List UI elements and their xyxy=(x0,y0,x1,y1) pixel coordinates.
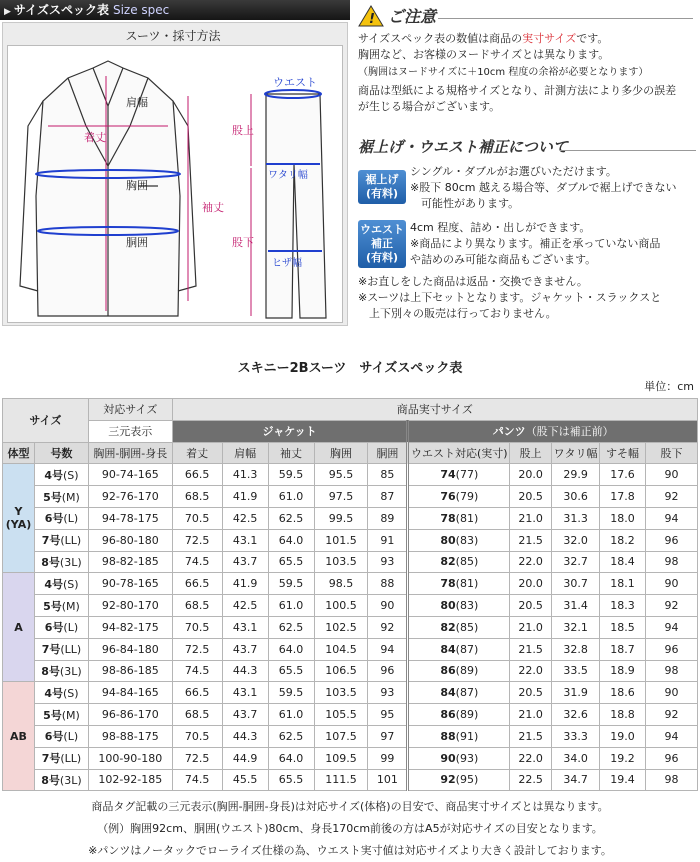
header-matagami: 股上 xyxy=(510,442,552,464)
header-jissun: 商品実寸サイズ xyxy=(172,399,697,421)
jacket-cell: 70.5 xyxy=(172,616,222,638)
jacket-cell: 94 xyxy=(368,638,408,660)
pants-cell: 19.4 xyxy=(600,769,646,791)
waist-cell: 92(95) xyxy=(408,769,510,791)
pants-cell: 21.5 xyxy=(510,529,552,551)
diagram-title: スーツ・採寸方法 xyxy=(125,29,221,43)
jacket-cell: 66.5 xyxy=(172,464,222,486)
jacket-cell: 95.5 xyxy=(314,464,368,486)
jacket-cell: 96 xyxy=(368,660,408,682)
hem-badge: 裾上げ (有料) xyxy=(358,170,406,204)
jacket-cell: 97.5 xyxy=(314,486,368,508)
label-matagami: 股上 xyxy=(232,124,254,137)
gosu-cell: 7号(LL) xyxy=(34,747,88,769)
jacket-cell: 100.5 xyxy=(314,595,368,617)
notice-divider xyxy=(438,18,693,19)
waist-cell: 86(89) xyxy=(408,660,510,682)
table-row xyxy=(3,747,698,769)
jacket-cell: 59.5 xyxy=(268,464,314,486)
gosu-cell: 4号(S) xyxy=(34,682,88,704)
gosu-cell: 6号(L) xyxy=(34,725,88,747)
pants-cell: 92 xyxy=(646,595,698,617)
jacket-cell: 68.5 xyxy=(172,595,222,617)
header-title-en: Size spec xyxy=(112,3,170,17)
gosu-cell: 7号(LL) xyxy=(34,638,88,660)
jacket-cell: 44.3 xyxy=(222,660,268,682)
header-katahaba: 肩幅 xyxy=(222,442,268,464)
jacket-cell: 65.5 xyxy=(268,551,314,573)
header-doi: 胴囲 xyxy=(368,442,408,464)
jacket-cell: 43.1 xyxy=(222,529,268,551)
header-taio: 対応サイズ xyxy=(88,399,172,421)
jacket-cell: 98.5 xyxy=(314,573,368,595)
header-size: サイズ xyxy=(3,399,89,443)
label-kitake: 着丈 xyxy=(84,131,106,144)
jacket-cell: 89 xyxy=(368,507,408,529)
header-kyoi: 胸囲 xyxy=(314,442,368,464)
waist-cell: 80(83) xyxy=(408,595,510,617)
jacket-cell: 101 xyxy=(368,769,408,791)
waist-cell: 84(87) xyxy=(408,638,510,660)
pants-cell: 18.8 xyxy=(600,704,646,726)
hem-divider xyxy=(560,150,696,151)
sangen-cell: 90-78-165 xyxy=(88,573,172,595)
pants-cell: 21.0 xyxy=(510,704,552,726)
waist-cell: 84(87) xyxy=(408,682,510,704)
pants-cell: 21.5 xyxy=(510,725,552,747)
jacket-cell: 61.0 xyxy=(268,704,314,726)
jacket-cell: 59.5 xyxy=(268,573,314,595)
pants-cell: 92 xyxy=(646,486,698,508)
jacket-cell: 45.5 xyxy=(222,769,268,791)
pants-cell: 33.5 xyxy=(552,660,600,682)
label-munei: 胸囲 xyxy=(126,179,148,192)
waist-cell: 82(85) xyxy=(408,616,510,638)
waist-cell: 76(79) xyxy=(408,486,510,508)
jacket-cell: 41.9 xyxy=(222,486,268,508)
pants-cell: 34.7 xyxy=(552,769,600,791)
pants-cell: 90 xyxy=(646,573,698,595)
header-sangen: 三元表示 xyxy=(88,420,172,442)
jacket-cell: 91 xyxy=(368,529,408,551)
jacket-cell: 104.5 xyxy=(314,638,368,660)
jacket-cell: 41.9 xyxy=(222,573,268,595)
gosu-cell: 7号(LL) xyxy=(34,529,88,551)
jacket-cell: 72.5 xyxy=(172,747,222,769)
gosu-cell: 5号(M) xyxy=(34,486,88,508)
measurement-diagram xyxy=(2,22,348,326)
table-row xyxy=(3,725,698,747)
gosu-cell: 8号(3L) xyxy=(34,769,88,791)
jacket-cell: 109.5 xyxy=(314,747,368,769)
notice-line-5: が生じる場合がございます。 xyxy=(358,100,501,113)
sangen-cell: 98-86-185 xyxy=(88,660,172,682)
pants-cell: 94 xyxy=(646,725,698,747)
jacket-cell: 92 xyxy=(368,616,408,638)
pants-cell: 20.5 xyxy=(510,682,552,704)
pants-cell: 18.0 xyxy=(600,507,646,529)
pants-cell: 18.5 xyxy=(600,616,646,638)
waist-cell: 78(81) xyxy=(408,507,510,529)
pants-cell: 32.6 xyxy=(552,704,600,726)
notice-title xyxy=(358,4,698,27)
jacket-cell: 43.7 xyxy=(222,551,268,573)
pants-cell: 96 xyxy=(646,747,698,769)
gosu-cell: 4号(S) xyxy=(34,464,88,486)
jacket-cell: 44.9 xyxy=(222,747,268,769)
jacket-cell: 107.5 xyxy=(314,725,368,747)
body-type-cell: Y (YA) xyxy=(3,464,35,573)
header-taikei: 体型 xyxy=(3,442,35,464)
jacket-cell: 90 xyxy=(368,595,408,617)
gosu-cell: 5号(M) xyxy=(34,704,88,726)
jacket-cell: 99.5 xyxy=(314,507,368,529)
pants-cell: 18.7 xyxy=(600,638,646,660)
jacket-cell: 106.5 xyxy=(314,660,368,682)
jacket-cell: 74.5 xyxy=(172,769,222,791)
table-row xyxy=(3,616,698,638)
jacket-cell: 72.5 xyxy=(172,529,222,551)
jacket-cell: 65.5 xyxy=(268,660,314,682)
jacket-cell: 103.5 xyxy=(314,551,368,573)
jacket-cell: 95 xyxy=(368,704,408,726)
jacket-cell: 101.5 xyxy=(314,529,368,551)
pants-cell: 22.0 xyxy=(510,660,552,682)
jacket-cell: 42.5 xyxy=(222,507,268,529)
jacket-cell: 70.5 xyxy=(172,725,222,747)
pants-cell: 98 xyxy=(646,660,698,682)
label-yukitake: 袖丈 xyxy=(202,201,224,214)
pants-cell: 98 xyxy=(646,551,698,573)
label-hiza: ヒザ幅 xyxy=(272,258,302,269)
table-row xyxy=(3,704,698,726)
label-katahaba: 肩幅 xyxy=(126,96,148,109)
jacket-cell: 66.5 xyxy=(172,573,222,595)
header-mmk: 胸囲-胴囲-身長 xyxy=(88,442,172,464)
pants-cell: 94 xyxy=(646,507,698,529)
header-kitake: 着丈 xyxy=(172,442,222,464)
pants-cell: 22.0 xyxy=(510,551,552,573)
pants-cell: 21.5 xyxy=(510,638,552,660)
table-row xyxy=(3,551,698,573)
body-type-cell: A xyxy=(3,573,35,682)
header-title-jp: サイズスペック表 xyxy=(13,3,109,17)
notice-line-3: （胸囲はヌードサイズに＋10cm 程度の余裕が必要となります） xyxy=(358,67,649,78)
svg-text:!: ! xyxy=(369,11,375,27)
sangen-cell: 92-76-170 xyxy=(88,486,172,508)
sangen-cell: 92-80-170 xyxy=(88,595,172,617)
sangen-cell: 96-84-180 xyxy=(88,638,172,660)
sangen-cell: 94-78-175 xyxy=(88,507,172,529)
sangen-cell: 100-90-180 xyxy=(88,747,172,769)
pants-cell: 96 xyxy=(646,638,698,660)
jacket-cell: 61.0 xyxy=(268,486,314,508)
jacket-cell: 103.5 xyxy=(314,682,368,704)
table-row xyxy=(3,529,698,551)
header-sodetake: 袖丈 xyxy=(268,442,314,464)
jacket-cell: 43.1 xyxy=(222,616,268,638)
waist-cell: 80(83) xyxy=(408,529,510,551)
pants-cell: 33.3 xyxy=(552,725,600,747)
jacket-cell: 61.0 xyxy=(268,595,314,617)
suit-diagram-svg xyxy=(8,46,344,324)
jacket-cell: 43.1 xyxy=(222,682,268,704)
header-watari: ワタリ幅 xyxy=(552,442,600,464)
pants-cell: 18.9 xyxy=(600,660,646,682)
jacket-cell: 102.5 xyxy=(314,616,368,638)
jacket-cell: 70.5 xyxy=(172,507,222,529)
sangen-cell: 96-86-170 xyxy=(88,704,172,726)
sangen-cell: 102-92-185 xyxy=(88,769,172,791)
jacket-cell: 59.5 xyxy=(268,682,314,704)
pants-cell: 18.3 xyxy=(600,595,646,617)
waist-cell: 78(81) xyxy=(408,573,510,595)
sangen-cell: 96-80-180 xyxy=(88,529,172,551)
pants-cell: 21.0 xyxy=(510,507,552,529)
waist-badge: ウエスト 補正 (有料) xyxy=(358,220,406,268)
footnote-2: （例）胸囲92cm、胴囲(ウエスト)80cm、身長170cm前後の方はA5が対応サイズの目安となります。 xyxy=(97,822,603,835)
table-row xyxy=(3,573,698,595)
jacket-cell: 97 xyxy=(368,725,408,747)
pants-cell: 94 xyxy=(646,616,698,638)
waist-cell: 82(85) xyxy=(408,551,510,573)
footnote-3: ※パンツはノータックでローライズ仕様の為、ウエスト実寸値は対応サイズより大きく設計しております。 xyxy=(88,844,612,857)
pants-cell: 30.6 xyxy=(552,486,600,508)
label-doi: 胴囲 xyxy=(126,236,148,249)
table-row xyxy=(3,595,698,617)
jacket-cell: 68.5 xyxy=(172,704,222,726)
gosu-cell: 8号(3L) xyxy=(34,660,88,682)
pants-cell: 98 xyxy=(646,769,698,791)
jacket-cell: 93 xyxy=(368,551,408,573)
pants-cell: 19.2 xyxy=(600,747,646,769)
waist-cell: 90(93) xyxy=(408,747,510,769)
jacket-cell: 68.5 xyxy=(172,486,222,508)
notice-line-1: サイズスペック表の数値は商品の実寸サイズです。 xyxy=(358,32,609,45)
jacket-cell: 111.5 xyxy=(314,769,368,791)
pants-cell: 20.0 xyxy=(510,573,552,595)
waist-cell: 86(89) xyxy=(408,704,510,726)
jacket-cell: 44.3 xyxy=(222,725,268,747)
pants-cell: 90 xyxy=(646,682,698,704)
pants-cell: 32.0 xyxy=(552,529,600,551)
jacket-cell: 42.5 xyxy=(222,595,268,617)
pants-cell: 32.7 xyxy=(552,551,600,573)
pants-cell: 18.4 xyxy=(600,551,646,573)
jacket-cell: 85 xyxy=(368,464,408,486)
notice-section xyxy=(358,4,698,115)
pants-cell: 34.0 xyxy=(552,747,600,769)
pants-cell: 96 xyxy=(646,529,698,551)
jacket-illustration xyxy=(20,61,196,316)
footnote-1: 商品タグ記載の三元表示(胸囲-胴囲-身長)は対応サイズ(体格)の目安で、商品実寸サイズとは異なります。 xyxy=(91,800,609,813)
pants-cell: 90 xyxy=(646,464,698,486)
body-type-cell: AB xyxy=(3,682,35,791)
label-matashita: 股下 xyxy=(232,236,254,249)
jacket-cell: 64.0 xyxy=(268,747,314,769)
table-row xyxy=(3,486,698,508)
pants-cell: 20.5 xyxy=(510,595,552,617)
pants-cell: 32.1 xyxy=(552,616,600,638)
jacket-cell: 88 xyxy=(368,573,408,595)
header-matashita: 股下 xyxy=(646,442,698,464)
jacket-cell: 74.5 xyxy=(172,551,222,573)
pants-cell: 31.4 xyxy=(552,595,600,617)
pants-cell: 20.0 xyxy=(510,464,552,486)
table-row xyxy=(3,769,698,791)
alteration-notes: ※お直しをした商品は返品・交換できません。 ※スーツは上下セットとなります。ジャケット・スラックスと 上下別々の販売は行っておりません。 xyxy=(358,275,662,320)
pants-cell: 31.3 xyxy=(552,507,600,529)
pants-cell: 18.2 xyxy=(600,529,646,551)
jacket-cell: 41.3 xyxy=(222,464,268,486)
diagram-canvas xyxy=(7,45,343,323)
size-spec-table xyxy=(2,398,698,791)
notice-line-4: 商品は型紙による規格サイズとなり、計測方法により多少の誤差 xyxy=(358,84,677,97)
pants-cell: 92 xyxy=(646,704,698,726)
table-row xyxy=(3,682,698,704)
pants-illustration xyxy=(266,94,326,318)
triangle-icon: ▶ xyxy=(4,7,11,17)
jacket-cell: 62.5 xyxy=(268,616,314,638)
hem-title: 裾上げ・ウエスト補正について xyxy=(358,138,568,156)
table-title: スキニー2Bスーツ サイズスペック表 xyxy=(237,361,463,376)
jacket-cell: 87 xyxy=(368,486,408,508)
pants-cell: 19.0 xyxy=(600,725,646,747)
header-gosu: 号数 xyxy=(34,442,88,464)
jacket-cell: 93 xyxy=(368,682,408,704)
waist-cell: 74(77) xyxy=(408,464,510,486)
pants-cell: 31.9 xyxy=(552,682,600,704)
jacket-cell: 99 xyxy=(368,747,408,769)
gosu-cell: 6号(L) xyxy=(34,507,88,529)
sangen-cell: 98-88-175 xyxy=(88,725,172,747)
unit-label: 単位：cm xyxy=(644,380,694,393)
table-row xyxy=(3,638,698,660)
jacket-cell: 43.7 xyxy=(222,704,268,726)
sangen-cell: 90-74-165 xyxy=(88,464,172,486)
gosu-cell: 5号(M) xyxy=(34,595,88,617)
jacket-cell: 105.5 xyxy=(314,704,368,726)
gosu-cell: 8号(3L) xyxy=(34,551,88,573)
warning-icon xyxy=(358,5,384,27)
pants-cell: 17.6 xyxy=(600,464,646,486)
jacket-cell: 62.5 xyxy=(268,725,314,747)
sangen-cell: 94-84-165 xyxy=(88,682,172,704)
jacket-cell: 72.5 xyxy=(172,638,222,660)
pants-cell: 21.0 xyxy=(510,616,552,638)
waist-text: 4cm 程度、詰め・出しができます。 ※商品により異なります。補正を承っていない商品 や詰めのみ可能な商品もございます。 xyxy=(410,221,661,266)
jacket-cell: 43.7 xyxy=(222,638,268,660)
sangen-cell: 98-82-185 xyxy=(88,551,172,573)
jacket-cell: 65.5 xyxy=(268,769,314,791)
pants-cell: 18.6 xyxy=(600,682,646,704)
header-pants: パンツ（股下は補正前） xyxy=(408,420,698,442)
jacket-cell: 74.5 xyxy=(172,660,222,682)
pants-cell: 29.9 xyxy=(552,464,600,486)
pants-cell: 32.8 xyxy=(552,638,600,660)
header-susohaba: すそ幅 xyxy=(600,442,646,464)
sangen-cell: 94-82-175 xyxy=(88,616,172,638)
pants-cell: 22.0 xyxy=(510,747,552,769)
pants-cell: 20.5 xyxy=(510,486,552,508)
jacket-cell: 64.0 xyxy=(268,638,314,660)
notice-line-2: 胸囲など、お客様のヌードサイズとは異なります。 xyxy=(358,48,610,61)
table-row xyxy=(3,507,698,529)
pants-cell: 17.8 xyxy=(600,486,646,508)
size-spec-header xyxy=(0,0,350,20)
label-watari: ワタリ幅 xyxy=(268,170,308,181)
hem-text: シングル・ダブルがお選びいただけます。 ※股下 80cm 越える場合等、ダブルで裾上げできない 可能性があります。 xyxy=(410,165,677,210)
table-row xyxy=(3,660,698,682)
notice-title-text: ご注意 xyxy=(388,7,437,26)
header-waist: ウエスト対応(実寸) xyxy=(408,442,510,464)
pants-cell: 30.7 xyxy=(552,573,600,595)
gosu-cell: 6号(L) xyxy=(34,616,88,638)
jacket-cell: 62.5 xyxy=(268,507,314,529)
gosu-cell: 4号(S) xyxy=(34,573,88,595)
label-waist: ウエスト xyxy=(273,76,317,89)
pants-cell: 22.5 xyxy=(510,769,552,791)
waist-cell: 88(91) xyxy=(408,725,510,747)
header-jacket: ジャケット xyxy=(172,420,408,442)
table-row xyxy=(3,464,698,486)
jacket-cell: 64.0 xyxy=(268,529,314,551)
pants-cell: 18.1 xyxy=(600,573,646,595)
jacket-cell: 66.5 xyxy=(172,682,222,704)
